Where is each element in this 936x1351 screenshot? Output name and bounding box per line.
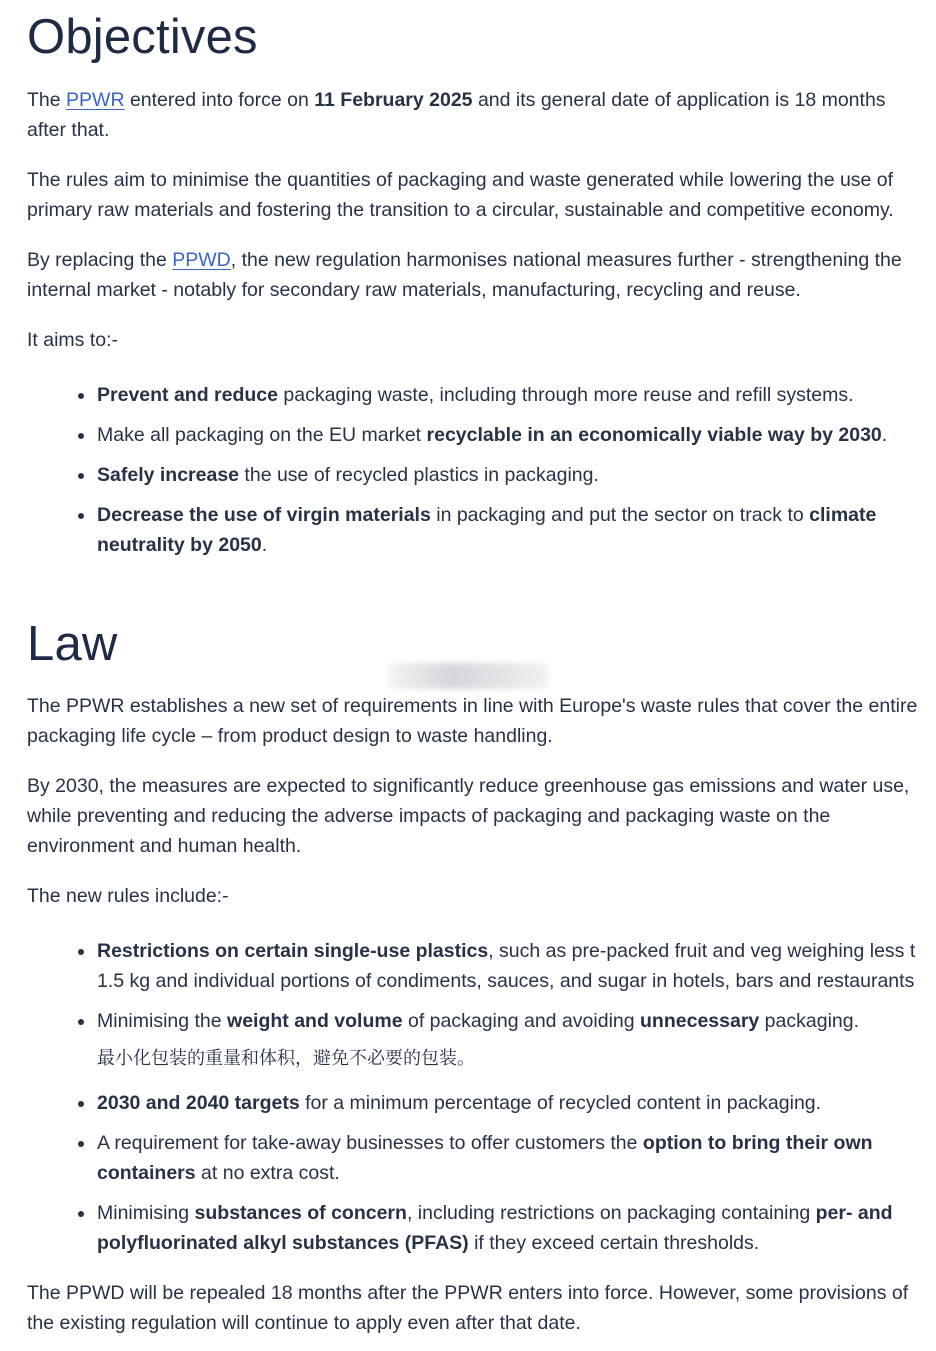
text-span: Minimising bbox=[97, 1202, 195, 1224]
translation-note: 最小化包装的重量和体积，避免不必要的包装。 bbox=[97, 1048, 475, 1069]
text-span: if they exceed certain thresholds. bbox=[468, 1232, 760, 1254]
text-span: packaging waste, including through more reuse and refill systems. bbox=[277, 384, 854, 406]
watermark bbox=[388, 663, 548, 689]
text-span: , such as pre-packed fruit and veg weighing less t bbox=[488, 940, 916, 962]
text-span: in packaging and put the sector on track to bbox=[430, 504, 810, 526]
list-item bbox=[97, 1006, 936, 1074]
law-paragraph-1: The PPWR establishes a new set of requirements in line with Europe's waste rules that cover the entire packaging life cycle – from product design to waste handling. bbox=[27, 695, 918, 747]
law-paragraph-3: The new rules include:- bbox=[27, 885, 229, 907]
bold-span: substances of concern bbox=[194, 1202, 407, 1224]
bold-span: Safely increase bbox=[97, 464, 240, 486]
list-item bbox=[97, 936, 936, 996]
ppwd-link[interactable]: PPWD bbox=[172, 249, 231, 271]
list-item bbox=[97, 460, 936, 490]
text-span: Make all packaging on the EU market bbox=[97, 424, 427, 446]
bold-span: Prevent and reduce bbox=[97, 384, 278, 406]
text-span: . bbox=[261, 534, 268, 556]
objectives-paragraph-2: The rules aim to minimise the quantities of packaging and waste generated while lowering the use of primary raw materials and fostering the transition to a circular, sustainable and competitive economy. bbox=[27, 169, 894, 221]
text-span: The bbox=[27, 89, 67, 111]
bold-span: Decrease the use of virgin materials bbox=[97, 504, 431, 526]
bold-span: recyclable in an economically viable way by 2030 bbox=[426, 424, 882, 446]
list-item bbox=[97, 420, 936, 450]
objectives-paragraph-4: It aims to:- bbox=[27, 329, 119, 351]
text-span: By replacing the bbox=[27, 249, 173, 271]
text-span: packaging. bbox=[759, 1010, 860, 1032]
list-item bbox=[97, 380, 936, 410]
text-span: and its general date of application is 18 months after that. bbox=[27, 89, 886, 141]
date-bold: 11 February 2025 bbox=[314, 89, 473, 111]
text-span: , the new regulation harmonises national measures further - strengthening the internal market - notably for secondary raw materials, manufacturing, recycling and reuse. bbox=[27, 249, 902, 301]
text-span: . bbox=[881, 424, 888, 446]
objectives-paragraph-3 bbox=[27, 245, 922, 305]
bold-span: per- and polyfluorinated alkyl substances (PFAS) bbox=[97, 1202, 893, 1254]
bold-span: option to bring their own containers bbox=[97, 1132, 873, 1184]
text-span: at no extra cost. bbox=[195, 1162, 340, 1184]
bold-span: climate neutrality by 2050 bbox=[97, 504, 877, 556]
bold-span: weight and volume bbox=[227, 1010, 403, 1032]
bold-span: Restrictions on certain single-use plastics bbox=[97, 940, 489, 962]
text-span: for a minimum percentage of recycled content in packaging. bbox=[299, 1092, 822, 1114]
text-span: , including restrictions on packaging containing bbox=[406, 1202, 816, 1224]
text-span: Minimising the bbox=[97, 1010, 228, 1032]
bold-span: 2030 and 2040 targets bbox=[97, 1092, 300, 1114]
text-span: of packaging and avoiding bbox=[402, 1010, 641, 1032]
law-heading: Law bbox=[27, 617, 118, 671]
ppwr-link[interactable]: PPWR bbox=[66, 89, 125, 111]
list-item bbox=[97, 1198, 936, 1258]
text-span: A requirement for take-away businesses to offer customers the bbox=[97, 1132, 643, 1154]
text-span: the use of recycled plastics in packaging. bbox=[239, 464, 599, 486]
bold-span: unnecessary bbox=[640, 1010, 760, 1032]
text-span: entered into force on bbox=[124, 89, 315, 111]
list-item bbox=[97, 500, 936, 560]
list-item bbox=[97, 1088, 936, 1118]
text-span: 1.5 kg and individual portions of condiments, sauces, and sugar in hotels, bars and restaurants bbox=[97, 970, 915, 992]
list-item bbox=[97, 1128, 936, 1188]
objectives-heading: Objectives bbox=[27, 10, 258, 64]
objectives-list bbox=[27, 380, 936, 560]
law-closing-paragraph: The PPWD will be repealed 18 months after the PPWR enters into force. However, some provisions of the existing regulation will continue to apply even after that date. bbox=[27, 1282, 909, 1334]
law-paragraph-2: By 2030, the measures are expected to significantly reduce greenhouse gas emissions and water use, while preventing and reducing the adverse impacts of packaging and packaging waste on the environment and human health. bbox=[27, 775, 910, 857]
objectives-paragraph-1 bbox=[27, 85, 922, 145]
law-list bbox=[27, 936, 936, 1258]
